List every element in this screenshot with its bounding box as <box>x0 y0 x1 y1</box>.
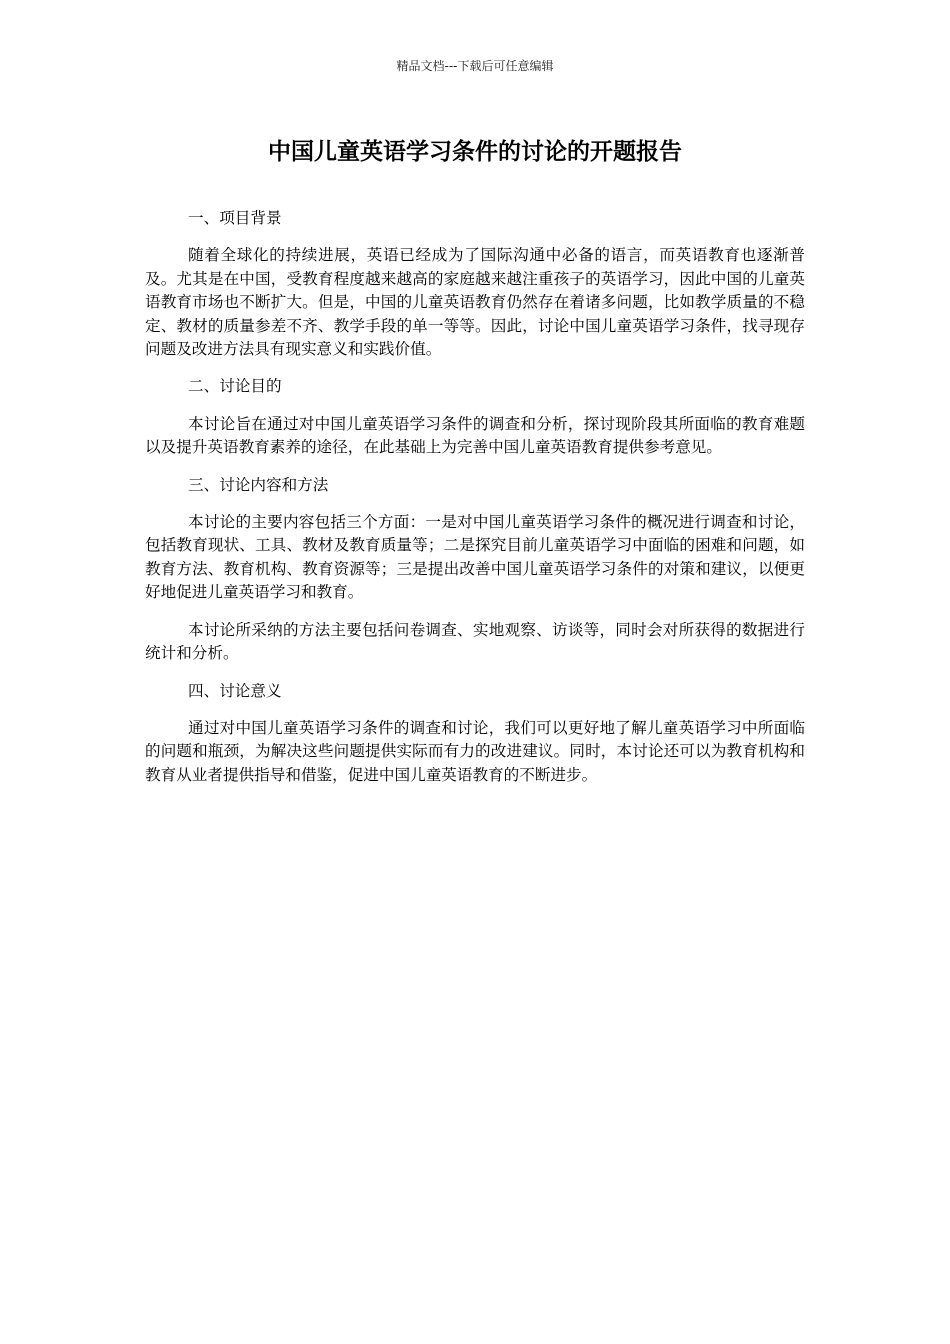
document-title: 中国儿童英语学习条件的讨论的开题报告 <box>268 139 682 165</box>
section-heading: 二、讨论目的 <box>188 377 282 396</box>
section-content-methods <box>145 474 805 666</box>
section-heading: 一、项目背景 <box>188 209 282 227</box>
section-heading: 四、讨论意义 <box>188 681 282 700</box>
section-significance <box>145 680 805 788</box>
section-paragraph: 随着全球化的持续进展，英语已经成为了国际沟通中必备的语言，而英语教育也逐渐普及。尤其是在中国，受教育程度越来越高的家庭越来越注重孩子的英语学习，因此中国的儿童英语教育市场也不断扩大。但是，中国的儿童英语教育仍然存在着诸多问题，比如教学质量的不稳定、教材的质量参差不齐、教学手段的单一等等。因此，讨论中国儿童英语学习条件，找寻现存问题及改进方法具有现实意义和实践价值。 <box>145 246 805 359</box>
section-background <box>145 207 805 361</box>
section-paragraph: 本讨论所采纳的方法主要包括问卷调查、实地观察、访谈等，同时会对所获得的数据进行统计和分析。 <box>145 620 805 663</box>
section-paragraph: 本讨论的主要内容包括三个方面：一是对中国儿童英语学习条件的概况进行调查和讨论，包括教育现状、工具、教材及教育质量等；二是探究目前儿童英语学习中面临的困难和问题，如教育方法、教育机构、教育资源等；三是提出改善中国儿童英语学习条件的对策和建议，以便更好地促进儿童英语学习和教育。 <box>145 513 805 602</box>
section-heading: 三、讨论内容和方法 <box>188 475 329 494</box>
document-body <box>145 207 805 801</box>
header-note: 精品文档---下载后可任意编辑 <box>396 59 554 73</box>
section-paragraph: 通过对中国儿童英语学习条件的调查和讨论，我们可以更好地了解儿童英语学习中所面临的问题和瓶颈，为解决这些问题提供实际而有力的改进建议。同时，本讨论还可以为教育机构和教育从业者提供指导和借鉴，促进中国儿童英语教育的不断进步。 <box>145 718 805 784</box>
section-purpose <box>145 375 805 459</box>
section-paragraph: 本讨论旨在通过对中国儿童英语学习条件的调查和分析，探讨现阶段其所面临的教育难题以及提升英语教育素养的途径，在此基础上为完善中国儿童英语教育提供参考意见。 <box>145 414 805 457</box>
